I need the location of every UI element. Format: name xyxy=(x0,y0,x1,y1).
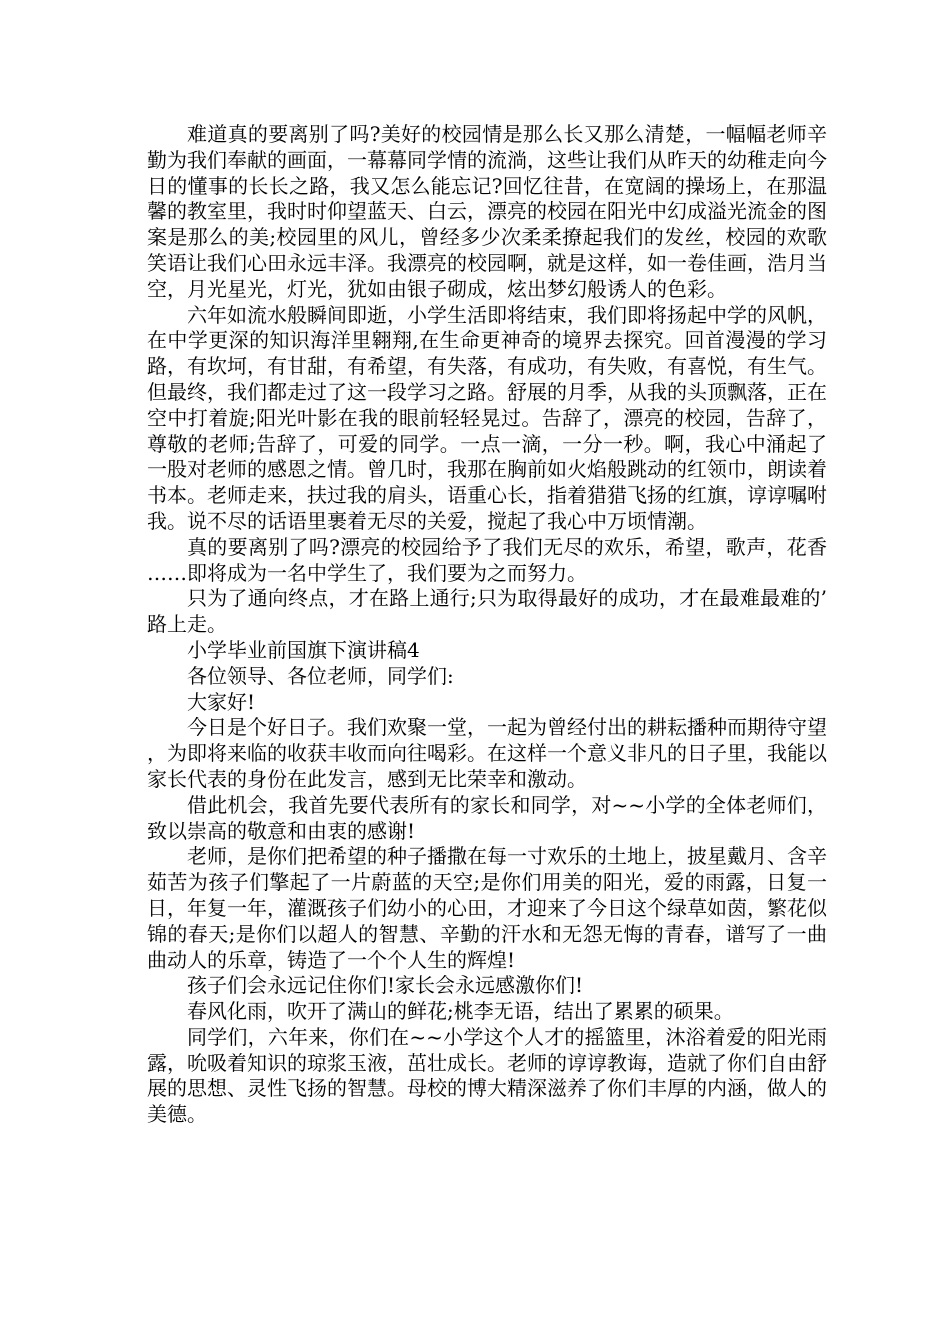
paragraph-9: 借此机会，我首先要代表所有的家长和同学，对~~小学的全体老师们，致以崇高的敬意和由衷的感谢! xyxy=(147,792,827,843)
paragraph-1: 难道真的要离别了吗?美好的校园情是那么长又那么清楚，一幅幅老师辛勤为我们奉献的画面，一幕幕同学情的流淌，这些让我们从昨天的幼稚走向今日的懂事的长长之路，我又怎么能忘记?回忆往昔，在宽阔的操场上，在那温馨的教室里，我时时仰望蓝天、白云，漂亮的校园在阳光中幻成溢光流金的图案是那么的美;校园里的风儿，曾经多少次柔柔撩起我们的发丝，校园的欢歌笑语让我们心田永远丰泽。我漂亮的校园啊，就是这样，如一卷佳画，浩月当空，月光星光，灯光，犹如由银子砌成，炫出梦幻般诱人的色彩。 xyxy=(147,122,827,301)
paragraph-4: 只为了通向终点，才在路上通行;只为取得最好的成功，才在最难最难的’路上走。 xyxy=(147,586,827,637)
paragraph-3: 真的要离别了吗?漂亮的校园给予了我们无尽的欢乐，希望，歌声，花香……即将成为一名中学生了，我们要为之而努力。 xyxy=(147,534,827,585)
greeting: 大家好! xyxy=(187,689,256,714)
speech-title: 小学毕业前国旗下演讲稿4 xyxy=(187,637,420,662)
paragraph-8: 今日是个好日子。我们欢聚一堂，一起为曾经付出的耕耘播种而期待守望，为即将来临的收获丰收而向往喝彩。在这样一个意义非凡的日子里，我能以家长代表的身份在此发言，感到无比荣幸和激动。 xyxy=(147,715,827,791)
salutation: 各位领导、各位老师，同学们: xyxy=(187,663,454,688)
document-body xyxy=(147,122,827,1128)
paragraph-13: 同学们，六年来，你们在~~小学这个人才的摇篮里，沐浴着爱的阳光雨露，吮吸着知识的琼浆玉液，茁壮成长。老师的谆谆教诲，造就了你们自由舒展的思想、灵性飞扬的智慧。母校的博大精深滋养了你们丰厚的内涵，做人的美德。 xyxy=(147,1024,827,1127)
paragraph-2: 六年如流水般瞬间即逝，小学生活即将结束，我们即将扬起中学的风帆，在中学更深的知识海洋里翱翔,在生命更神奇的境界去探究。回首漫漫的学习路，有坎坷，有甘甜，有希望，有失落，有成功，有失败，有喜悦，有生气。但最终，我们都走过了这一段学习之路。舒展的月季，从我的头顶飘落，正在空中打着旋;阳光叶影在我的眼前轻轻晃过。告辞了，漂亮的校园，告辞了，尊敬的老师;告辞了，可爱的同学。一点一滴，一分一秒。啊，我心中涌起了一股对老师的感恩之情。曾几时，我那在胸前如火焰般跳动的红领巾，朗读着书本。老师走来，扶过我的肩头，语重心长，指着猎猎飞扬的红旗，谆谆嘱咐我。说不尽的话语里裹着无尽的关爱，搅起了我心中万顷情潮。 xyxy=(147,302,827,533)
paragraph-11: 孩子们会永远记住你们!家长会永远感激你们! xyxy=(187,973,584,998)
paragraph-10: 老师，是你们把希望的种子播撒在每一寸欢乐的土地上，披星戴月、含辛茹苦为孩子们擎起了一片蔚蓝的天空;是你们用美的阳光，爱的雨露，日复一日，年复一年，灌溉孩子们幼小的心田，才迎来了今日这个绿草如茵，繁花似锦的春天;是你们以超人的智慧、辛勤的汗水和无怨无悔的青春，谱写了一曲曲动人的乐章，铸造了一个个人生的辉煌! xyxy=(147,844,827,972)
paragraph-12: 春风化雨，吹开了满山的鲜花;桃李无语，结出了累累的硕果。 xyxy=(187,999,734,1024)
